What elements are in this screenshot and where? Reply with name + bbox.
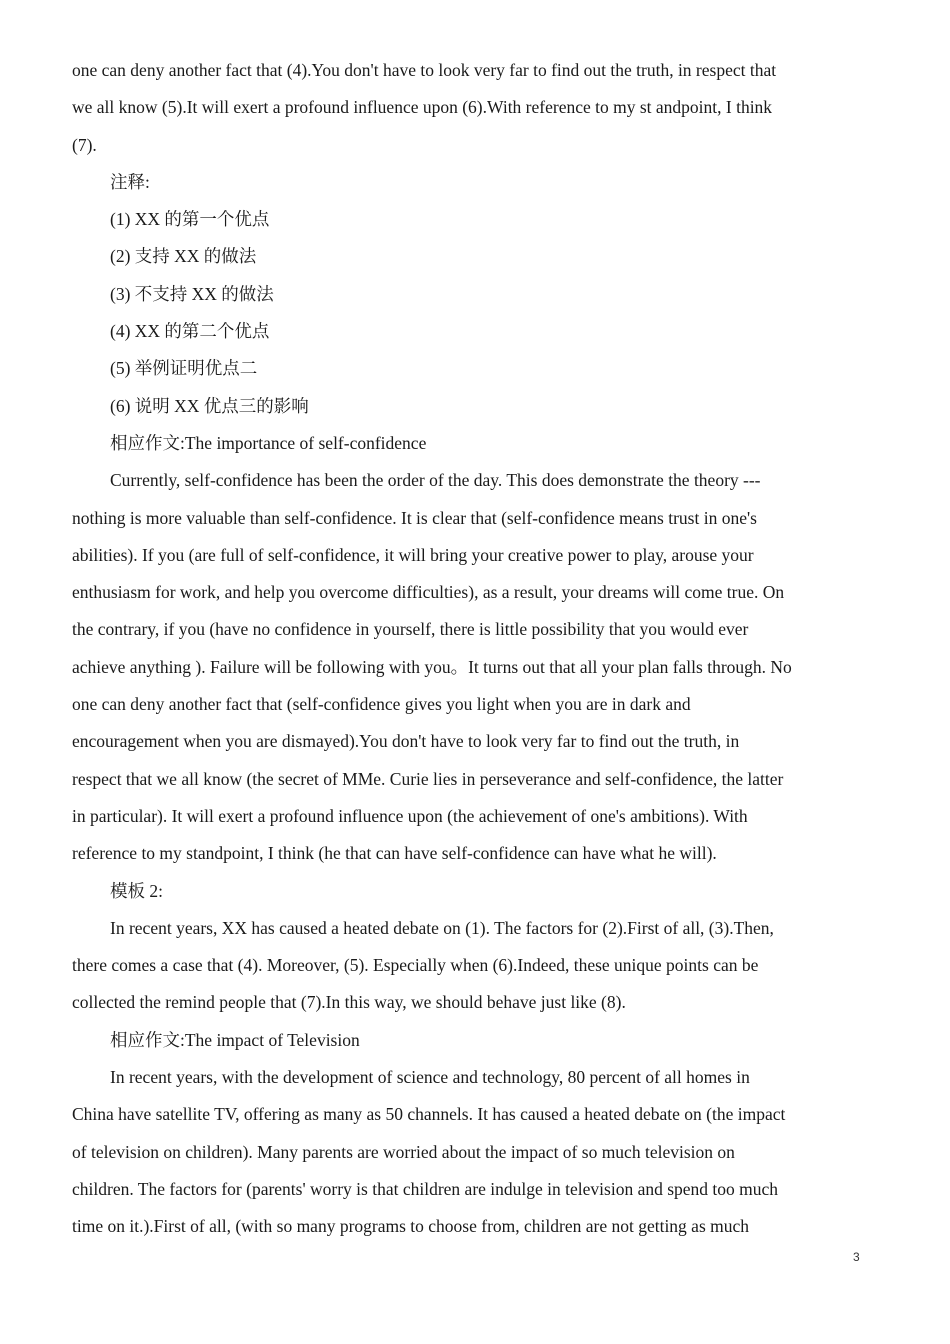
text-line: achieve anything ). Failure will be following with you。It turns out that all your plan falls through. No — [72, 656, 792, 677]
text-line: reference to my standpoint, I think (he that can have self-confidence can have what he will). — [72, 843, 717, 864]
page-number: 3 — [853, 1250, 860, 1264]
text-line: Currently, self-confidence has been the order of the day. This does demonstrate the theory --- — [110, 470, 761, 491]
note-item: (6) 说明 XX 优点三的影响 — [110, 395, 309, 416]
essay-heading: 相应作文:The importance of self-confidence — [110, 432, 427, 453]
text-line: of television on children). Many parents are worried about the impact of so much television on — [72, 1141, 735, 1162]
text-line: respect that we all know (the secret of MMe. Curie lies in perseverance and self-confidence, the latter — [72, 768, 784, 789]
template-heading: 模板 2: — [110, 880, 163, 901]
text-line: there comes a case that (4). Moreover, (5). Especially when (6).Indeed, these unique points can be — [72, 955, 759, 976]
document-body — [72, 52, 872, 1246]
text-line: we all know (5).It will exert a profound influence upon (6).With reference to my st andpoint, I think — [72, 97, 773, 118]
text-line: In recent years, XX has caused a heated debate on (1). The factors for (2).First of all, (3).Then, — [110, 917, 774, 938]
text-line: time on it.).First of all, (with so many programs to choose from, children are not getting as much — [72, 1216, 750, 1237]
note-item: (4) XX 的第二个优点 — [110, 321, 270, 342]
text-line: collected the remind people that (7).In this way, we should behave just like (8). — [72, 992, 626, 1013]
text-line: In recent years, with the development of science and technology, 80 percent of all homes in — [110, 1067, 750, 1088]
text-line: enthusiasm for work, and help you overcome difficulties), as a result, your dreams will come true. On — [72, 582, 785, 603]
text-line: the contrary, if you (have no confidence in yourself, there is little possibility that you would ever — [72, 619, 749, 640]
note-item: (1) XX 的第一个优点 — [110, 209, 270, 230]
notes-heading: 注释: — [110, 171, 150, 192]
note-item: (5) 举例证明优点二 — [110, 358, 258, 379]
text-line: children. The factors for (parents' worry is that children are indulge in television and spend too much — [72, 1178, 779, 1199]
text-line: abilities). If you (are full of self-confidence, it will bring your creative power to play, arouse your — [72, 544, 754, 565]
text-line: nothing is more valuable than self-confidence. It is clear that (self-confidence means trust in one's — [72, 507, 757, 528]
text-line: one can deny another fact that (self-confidence gives you light when you are in dark and — [72, 694, 691, 715]
text-line: one can deny another fact that (4).You don't have to look very far to find out the truth, in respect that — [72, 60, 777, 80]
essay-heading: 相应作文:The impact of Television — [110, 1029, 360, 1050]
note-item: (3) 不支持 XX 的做法 — [110, 283, 274, 304]
note-item: (2) 支持 XX 的做法 — [110, 246, 257, 267]
text-line: encouragement when you are dismayed).You don't have to look very far to find out the truth, in — [72, 731, 740, 752]
text-line: (7). — [72, 134, 97, 155]
text-line: in particular). It will exert a profound influence upon (the achievement of one's ambitions). With — [72, 805, 748, 826]
text-line: China have satellite TV, offering as many as 50 channels. It has caused a heated debate on (the impact — [72, 1104, 786, 1125]
